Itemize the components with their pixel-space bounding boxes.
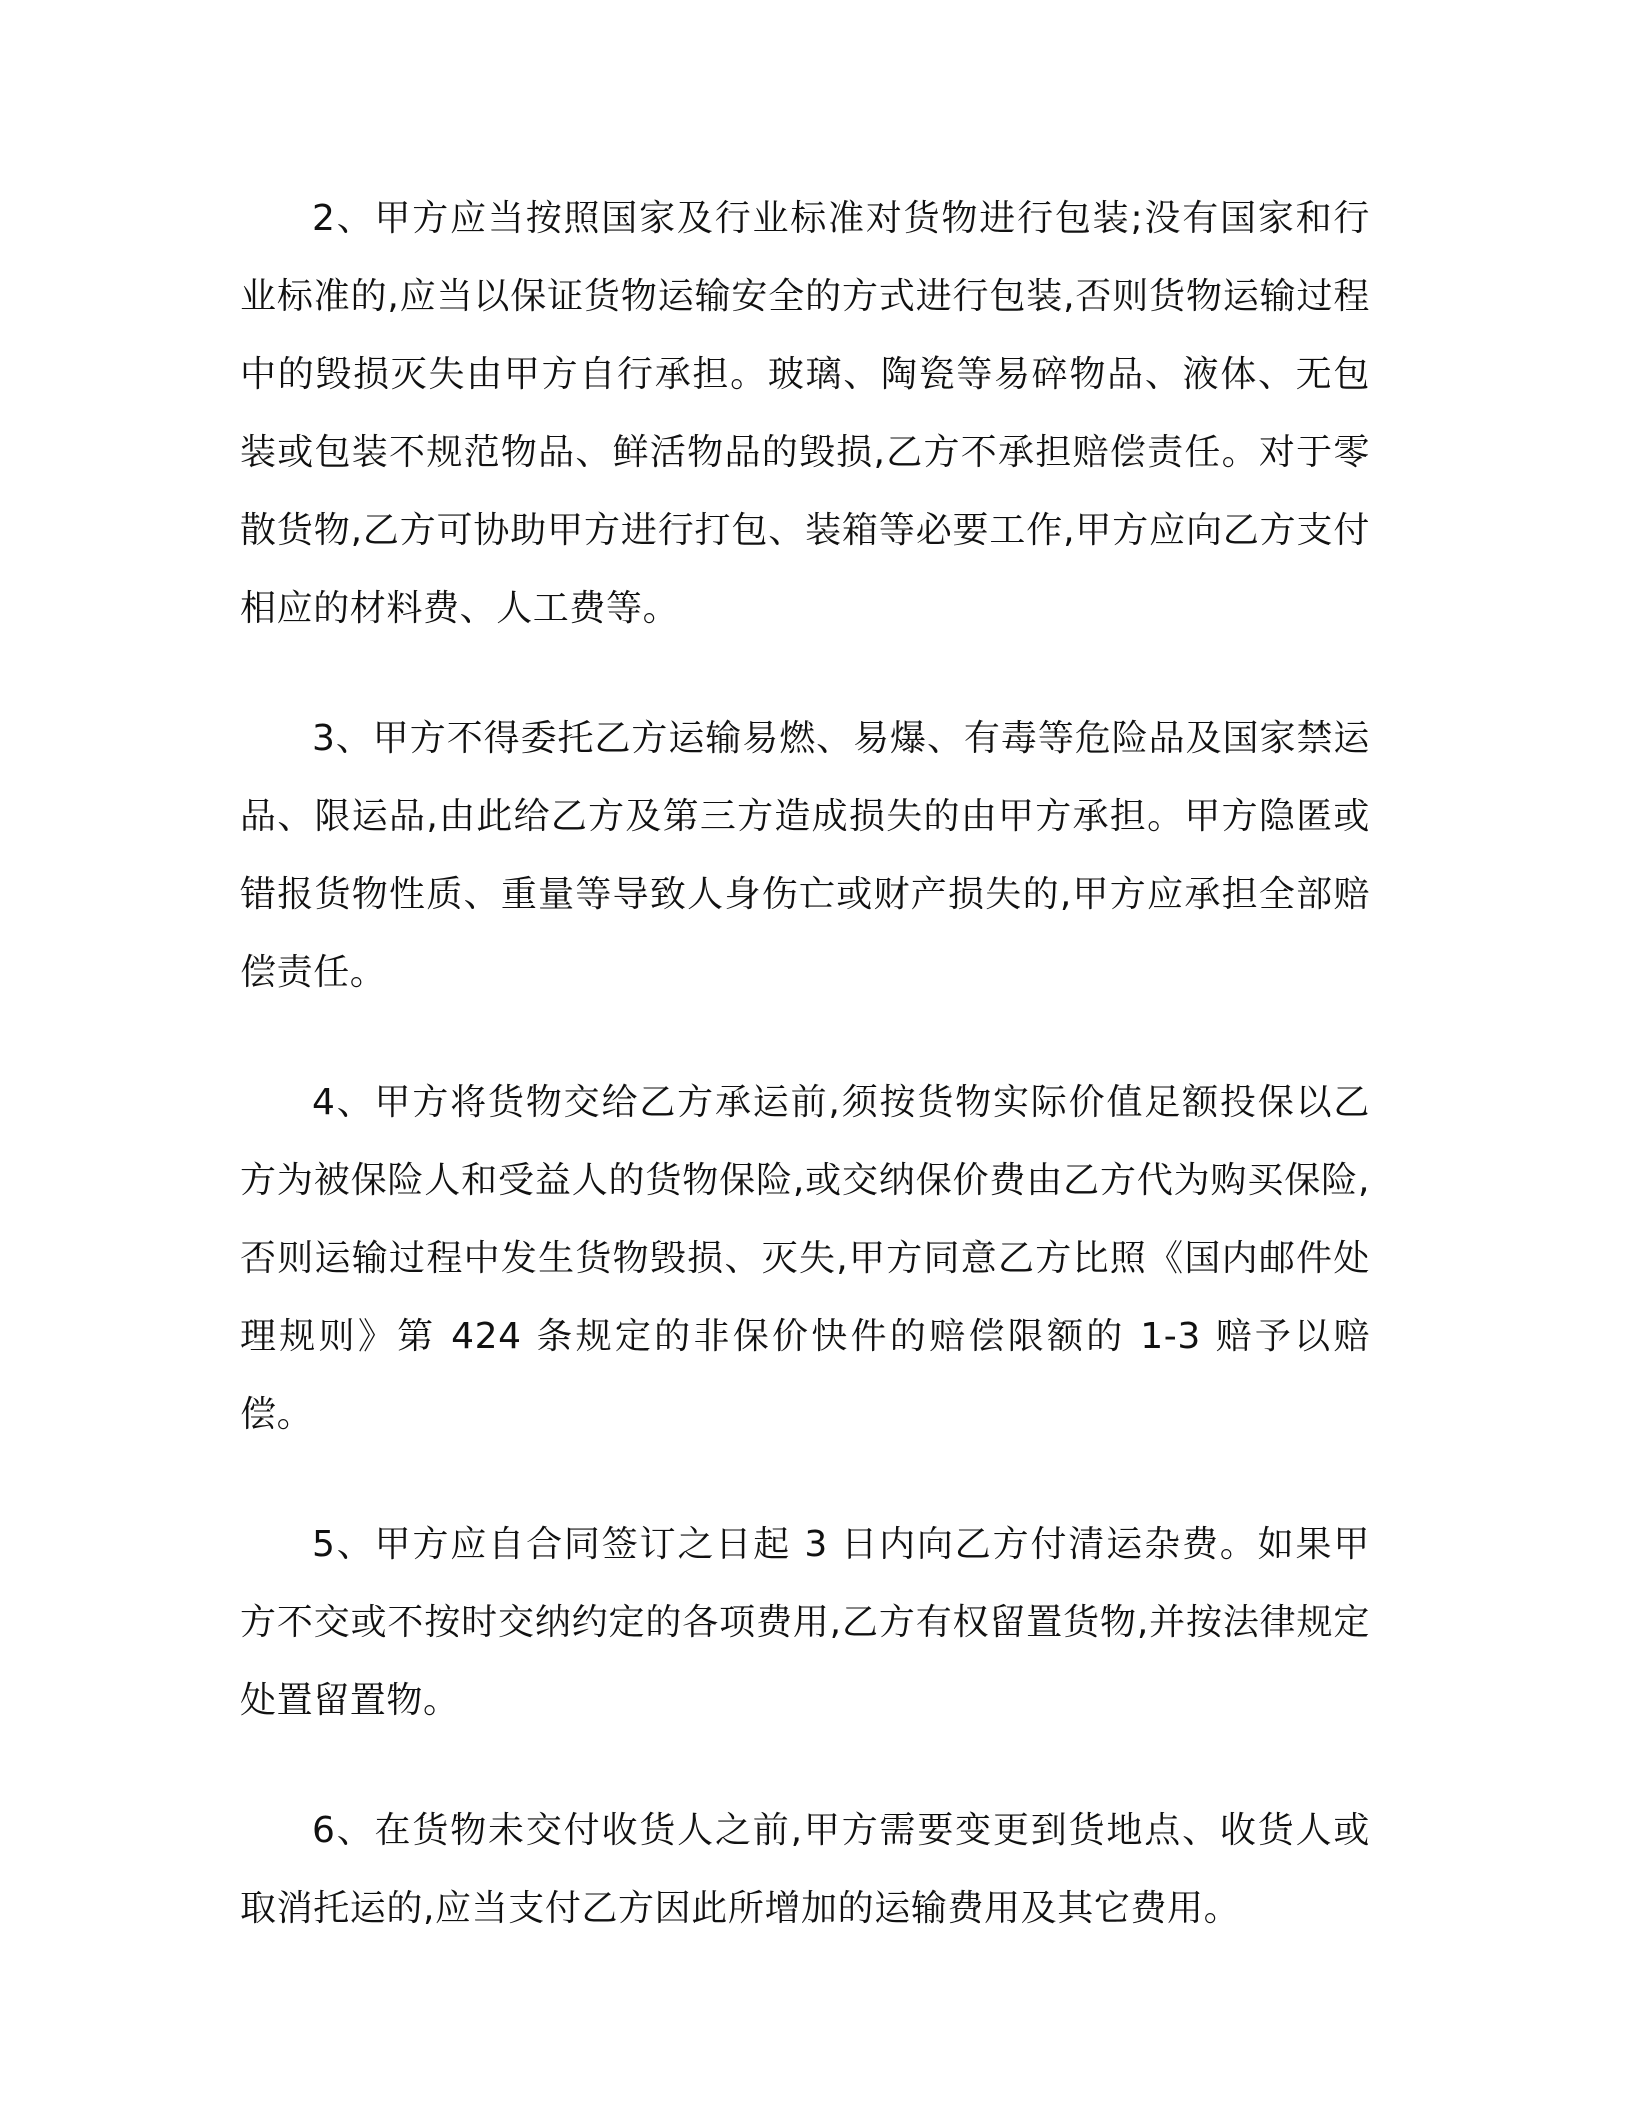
clause-2: 2、甲方应当按照国家及行业标准对货物进行包装;没有国家和行业标准的,应当以保证货物运输安全的方式进行包装,否则货物运输过程中的毁损灭失由甲方自行承担。玻璃、陶瓷等易碎物品、液体、无包装或包装不规范物品、鲜活物品的毁损,乙方不承担赔偿责任。对于零散货物,乙方可协助甲方进行打包、装箱等必要工作,甲方应向乙方支付相应的材料费、人工费等。 — [240, 198, 1370, 629]
clause-5: 5、甲方应自合同签订之日起 3 日内向乙方付清运杂费。如果甲方不交或不按时交纳约定的各项费用,乙方有权留置货物,并按法律规定处置留置物。 — [240, 1524, 1370, 1721]
contract-body — [240, 180, 1370, 1948]
clause-3: 3、甲方不得委托乙方运输易燃、易爆、有毒等危险品及国家禁运品、限运品,由此给乙方及第三方造成损失的由甲方承担。甲方隐匿或错报货物性质、重量等导致人身伤亡或财产损失的,甲方应承担全部赔偿责任。 — [240, 718, 1370, 993]
clause-6: 6、在货物未交付收货人之前,甲方需要变更到货地点、收货人或取消托运的,应当支付乙方因此所增加的运输费用及其它费用。 — [240, 1810, 1370, 1929]
clause-4: 4、甲方将货物交给乙方承运前,须按货物实际价值足额投保以乙方为被保险人和受益人的货物保险,或交纳保价费由乙方代为购买保险,否则运输过程中发生货物毁损、灭失,甲方同意乙方比照《国内邮件处理规则》第 424 条规定的非保价快件的赔偿限额的 1-3 赔予以赔偿。 — [240, 1082, 1370, 1435]
